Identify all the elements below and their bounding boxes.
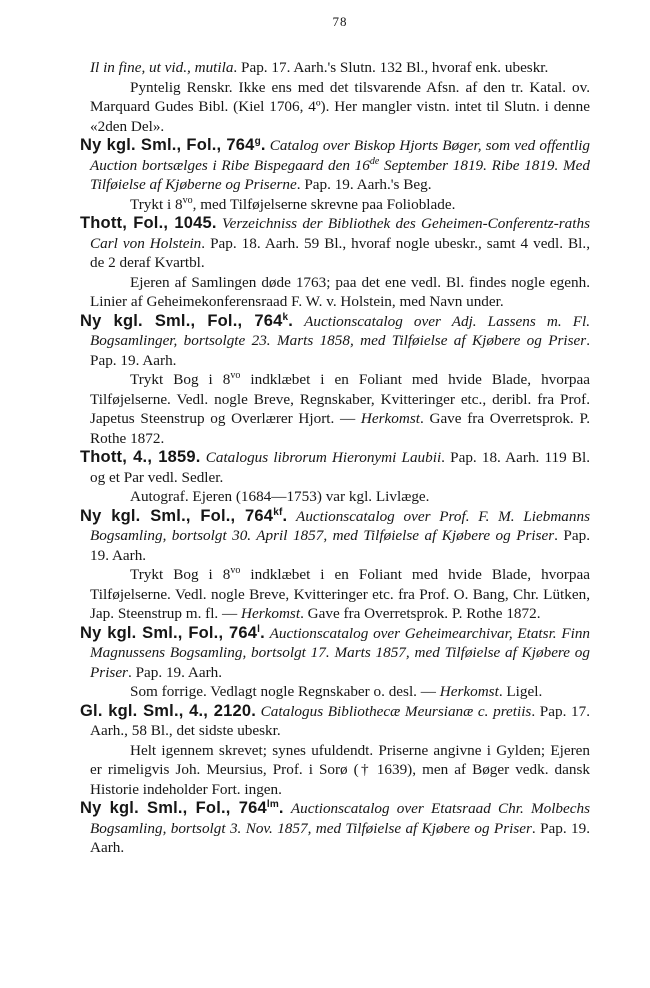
document-page (80, 14, 591, 858)
catalog-entry: Ny kgl. Sml., Fol., $764^{kf}$. Auctionscatalog over Prof. F. M. Liebmanns Bogsamling, bortsolgt 30. April 1857, med Tilføielse af Kjøbere og Priser. Pap. 19. Aarh. (80, 506, 590, 564)
catalog-body (80, 58, 591, 858)
catalog-entry: Ny kgl. Sml., Fol., 764$^l$. Auctionscatalog over Geheimearchivar, Etatsr. Finn Magnussens Bogsamling, bortsolgt 17. Marts 1857, med Tilføielse af Kjøbere og Priser. Pap. 19. Aarh. (80, 623, 591, 681)
catalog-entry: Thott, Fol., 1045. Verzeichniss der Bibliothek des Geheimen-Conferentz-raths Carl von Holstein. Pap. 18. Aarh. 59 Bl., hvoraf nogle ubeskr., samt 4 vedl. Bl., de 2 deraf Kvartbl. (80, 214, 591, 271)
catalog-entry: Ny kgl. Sml., Fol., 764$^g$. Catalog over Biskop Hjorts Bøger, som ved offentlig Auction bortsælges i Ribe Bispegaard den 16de September 1819. Ribe 1819. Med Tilføielse af Kjøberne og Priserne. Pap. 19. Aarh.'s Beg. (80, 136, 591, 193)
entry-note: Pyntelig Renskr. Ikke ens med det tilsvarende Afsn. af den tr. Katal. ov. Marquard Gudes Bibl. (Kiel 1706, 4º). Her mangler vistn. intet til Slutn. i denne «2den Del». (90, 78, 590, 135)
catalog-entry: Thott, 4., 1859. Catalogus librorum Hieronymi Laubii. Pap. 18. Aarh. 119 Bl. og et Par vedl. Sedler. (80, 448, 591, 486)
shelfmark: Thott, 4., 1859. (80, 448, 201, 466)
entry-note: Trykt Bog i $8^{vo}$ indklæbet i en Foliant med hvide Blade, hvorpaa Tilføjelserne. Vedl. nogle Breve, Regnskaber, Kvitteringer etc., deribl. fra Prof. Japetus Steenstrup og Overlærer Hjort. — Herkomst. Gave fra Overretsprok. P. Rothe 1872. (90, 370, 590, 447)
entry-note: Som forrige. Vedlagt nogle Regnskaber o. desl. — Herkomst. Ligel. (130, 683, 543, 700)
shelfmark: Ny kgl. Sml., Fol., 764$^l$. (80, 623, 265, 642)
shelfmark: Ny kgl. Sml., Fol., 764$^g$. (80, 136, 266, 154)
entry-note: Trykt Bog i $8^{vo}$ indklæbet i en Foliant med hvide Blade, hvorpaa Tilføjelserne. Vedl. nogle Breve, Kvitteringer etc. fra Prof. O. Bang, Chr. Lütken, Jap. Steenstrup m. fl. — Herkomst. Gave fra Overretsprok. P. Rothe 1872. (90, 565, 590, 622)
entry-note: Autograf. Ejeren (1684—1753) var kgl. Livlæge. (130, 488, 430, 505)
entry-note: Helt igennem skrevet; synes ufuldendt. Priserne angivne i Gylden; Ejeren er rimeligvis Joh. Meursius, Prof. i Sorø († 1639), men af Bøger vedk. dansk Historie indeholder Fort. ingen. (90, 741, 590, 798)
shelfmark: Ny kgl. Sml., Fol., $764^{kf}$. (80, 506, 288, 525)
shelfmark: Ny kgl. Sml., Fol., 764$^k$. (80, 311, 294, 330)
catalog-entry: Gl. kgl. Sml., 4., 2120. Catalogus Bibliothecæ Meursianæ c. pretiis. Pap. 17. Aarh., 58 Bl., det sidste ubeskr. (80, 701, 590, 739)
entry-note: Ejeren af Samlingen døde 1763; paa det ene vedl. Bl. findes nogle egenh. Linier af Geheimekonferensraad F. W. v. Holstein, med Navn under. (90, 273, 590, 310)
shelfmark: Thott, Fol., 1045. (80, 214, 217, 232)
catalog-entry: Ny kgl. Sml., Fol., 764$^k$. Auctionscatalog over Adj. Lassens m. Fl. Bogsamlinger, bortsolgte 23. Marts 1858, med Tilføielse af Kjøbere og Priser. Pap. 19. Aarh. (80, 311, 591, 369)
catalog-entry: Ny kgl. Sml., Fol., $764^{lm}$. Auctionscatalog over Etatsraad Chr. Molbechs Bogsamling, bortsolgt 3. Nov. 1857, med Tilføielse af Kjøbere og Priser. Pap. 19. Aarh. (80, 799, 591, 856)
shelfmark: Ny kgl. Sml., Fol., $764^{lm}$. (80, 799, 284, 817)
page-number: 78 (332, 14, 348, 29)
entry-note: Trykt i $8^{vo}$, med Tilføjelserne skrevne paa Folioblade. (130, 194, 456, 213)
continued-entry: Il in fine, ut vid., mutila. Pap. 17. Aarh.'s Slutn. 132 Bl., hvoraf enk. ubeskr. (90, 59, 549, 76)
shelfmark: Gl. kgl. Sml., 4., 2120. (80, 701, 257, 720)
